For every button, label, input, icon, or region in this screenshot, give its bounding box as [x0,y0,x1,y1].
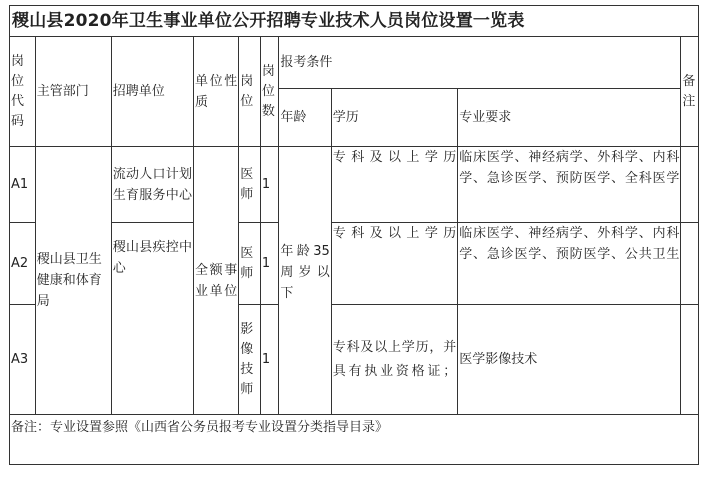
row-remark [681,147,699,223]
row-count: 1 [260,223,279,305]
row-major: 临床医学、神经病学、外科学、内科学、急诊医学、预防医学、全科医学 [458,147,681,223]
footnote: 备注：专业设置参照《山西省公务员报考专业设置分类指导目录》 [10,415,699,465]
header-education: 学历 [331,89,457,147]
age-cell: 年龄35周岁以下 [279,147,331,415]
row-remark [681,305,699,415]
header-conditions: 报考条件 [279,37,681,89]
header-nature: 单位性质 [194,37,239,147]
nature-cell: 全额事业单位 [194,147,239,415]
row-code: A1 [10,147,36,223]
row-education: 专科及以上学历 [331,223,457,305]
header-age: 年龄 [279,89,331,147]
header-dept: 主管部门 [35,37,111,147]
header-count: 岗位数 [260,37,279,147]
header-unit: 招聘单位 [111,37,193,147]
row-education: 专科及以上学历，并具有执业资格证； [331,305,457,415]
row-major: 临床医学、神经病学、外科学、内科学、急诊医学、预防医学、公共卫生 [458,223,681,305]
row-remark [681,223,699,305]
row-unit: 流动人口计划生育服务中心 [111,147,193,223]
recruitment-table [9,5,699,465]
row-count: 1 [260,147,279,223]
recruitment-table-page [9,5,699,475]
row-major: 医学影像技术 [458,305,681,415]
header-position: 岗位 [239,37,261,147]
header-major: 专业要求 [458,89,681,147]
unit-cell-a2-a3: 稷山县疾控中心 [111,223,193,415]
table-row [10,223,699,305]
table-row [10,147,699,223]
row-position: 影像技师 [239,305,261,415]
row-code: A3 [10,305,36,415]
row-code: A2 [10,223,36,305]
header-code: 岗位代码 [10,37,36,147]
row-position: 医师 [239,223,261,305]
page-title: 稷山县2020年卫生事业单位公开招聘专业技术人员岗位设置一览表 [10,6,699,37]
header-remark: 备注 [681,37,699,147]
dept-cell: 稷山县卫生健康和体育局 [35,147,111,415]
row-education: 专科及以上学历 [331,147,457,223]
row-count: 1 [260,305,279,415]
row-position: 医师 [239,147,261,223]
